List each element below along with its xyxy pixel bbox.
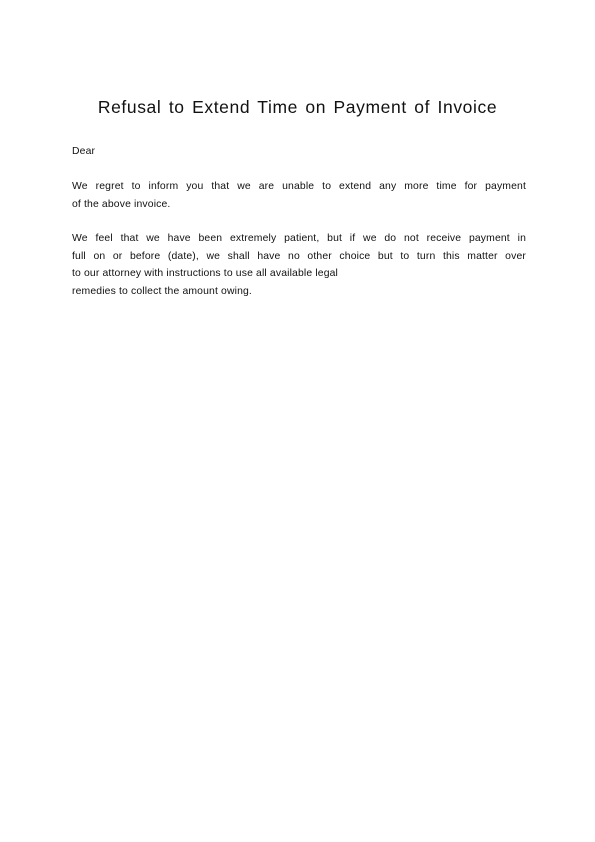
salutation: Dear (72, 146, 96, 157)
paragraph-line: of the above invoice. (72, 198, 171, 210)
paragraph-line: full on or before (date), we shall have no other choice but to turn this matter over (72, 250, 526, 262)
paragraph-line: We feel that we have been extremely patient, but if we do not receive payment in (72, 233, 526, 244)
paragraph-refusal (72, 178, 526, 213)
letter-title: Refusal to Extend Time on Payment of Invoice (97, 97, 498, 117)
paragraph-line: remedies to collect the amount owing. (72, 285, 252, 297)
paragraph-warning (72, 230, 526, 300)
paragraph-line: We regret to inform you that we are unable to extend any more time for payment (72, 181, 526, 192)
paragraph-line: to our attorney with instructions to use all available legal (72, 268, 339, 279)
